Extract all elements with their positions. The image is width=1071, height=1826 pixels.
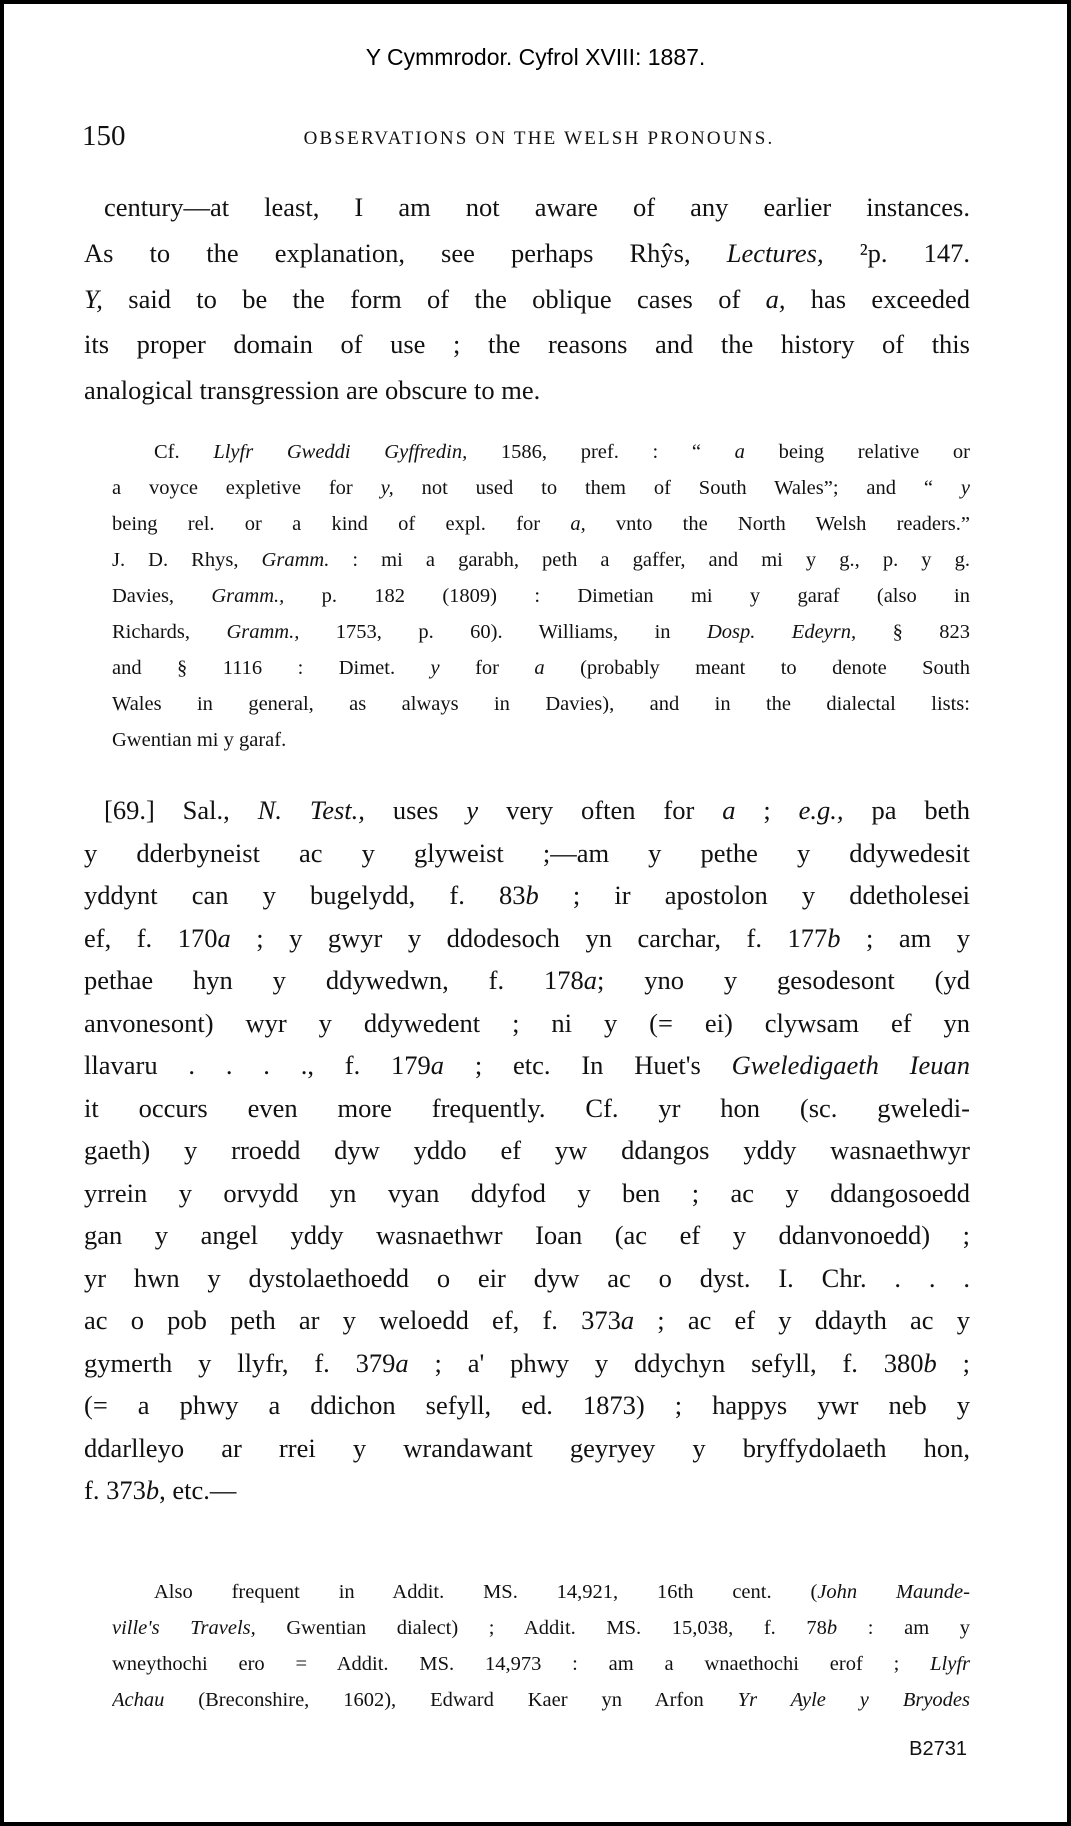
text-line [84,231,970,277]
text-line [112,434,970,470]
italic-text: a [722,795,736,825]
italic-text: Dosp. Edeyrn, [706,621,857,643]
text-line [112,1610,970,1646]
italic-text: b [923,1347,937,1378]
text-line [112,1682,970,1718]
italic-text: Gramm. [261,549,330,571]
text-segment: yrrein y orvydd yn vyan ddyfod y ben ; ac y ddangosoedd [84,1177,970,1208]
paragraph-1 [84,185,970,414]
text-segment: ; am y [840,922,970,953]
text-line [84,789,970,832]
italic-text: Lectures, [726,237,824,268]
text-segment: wneythochi ero = Addit. MS. 14,973 : am a wnaethochi erof ; [112,1653,931,1675]
text-segment: (Breconshire, 1602), Edward Kaer yn Arfon [164,1689,738,1711]
italic-text: y [960,477,970,499]
text-segment: not used to them of South Wales”; and “ [393,477,961,499]
italic-text: e.g., [798,795,844,825]
running-head: OBSERVATIONS ON THE WELSH PRONOUNS. [303,128,775,149]
text-segment: : mi a garabh, peth a gaffer, and mi y g., p. y g. [329,549,970,571]
text-line [84,1044,970,1087]
text-line [84,1087,970,1130]
italic-text: Gweledigaeth Ieuan [731,1050,970,1080]
footnote-2 [112,1574,970,1718]
italic-text: a [395,1347,409,1378]
italic-text: John Maunde- [817,1581,970,1603]
text-segment: pa beth [843,795,970,825]
text-segment: and § 1116 : Dimet. [112,657,431,679]
text-line [84,1002,970,1045]
text-segment: (= a phwy a ddichon sefyll, ed. 1873) ; happys ywr neb y [84,1390,970,1420]
text-line [112,542,970,578]
text-line [84,1172,970,1215]
italic-text: Gramm., [226,621,300,643]
text-segment: a voyce expletive for [112,477,381,499]
italic-text: a [534,657,545,679]
text-segment: ; [936,1347,970,1378]
text-line [84,368,970,414]
text-segment: yr hwn y dystolaethoedd o eir dyw ac o dyst. I. Chr. . . . [84,1262,970,1293]
italic-text: y, [380,477,394,499]
text-segment: ; a' phwy y ddychyn sefyll, f. 380 [408,1347,924,1378]
text-line [84,959,970,1002]
text-segment: century—at least, I am not aware of any earlier instances. [104,192,970,222]
journal-header: Y Cymmrodor. Cyfrol XVIII: 1887. [365,44,706,70]
italic-text: N. Test., [257,795,365,825]
text-line [84,1299,970,1342]
text-segment: analogical transgression are obscure to me. [84,375,541,406]
text-segment: gymerth y llyfr, f. 379 [84,1347,396,1378]
text-segment: gaeth) y rroedd dyw yddo ef yw ddangos yddy wasnaethwyr [84,1135,970,1165]
text-segment: ; ac ef y ddayth ac y [634,1305,970,1335]
text-segment: Richards, [112,621,227,643]
text-segment: Gwentian mi y garaf. [112,729,287,751]
text-line [84,832,970,875]
text-line [112,506,970,542]
italic-text: a [583,965,597,995]
italic-text: a [620,1305,635,1335]
text-line [84,1427,970,1470]
text-segment: gan y angel yddy wasnaethwr Ioan (ac ef y ddanvonoedd) ; [84,1220,970,1250]
text-line [84,1469,970,1512]
text-segment: § 823 [856,621,970,643]
text-segment: vnto the North Welsh readers.” [585,513,970,535]
text-line [84,1214,970,1257]
italic-text: Achau [112,1689,165,1711]
text-segment: , etc.— [159,1475,237,1505]
text-segment: yddynt can y bugelydd, f. 83 [84,880,526,910]
text-line [84,1342,970,1385]
text-line [84,1257,970,1300]
italic-text: Yr Ayle y Bryodes [737,1689,970,1711]
text-line [112,722,970,758]
text-line [84,917,970,960]
text-segment: ; etc. In Huet's [444,1050,732,1080]
footnote-1 [112,434,970,758]
italic-text: b [827,922,841,953]
text-segment: for [439,657,535,679]
italic-text: Gramm., [211,585,285,607]
text-segment: J. D. Rhys, [112,549,262,571]
text-segment: [69.] Sal., [104,795,258,825]
text-segment: ²p. 147. [823,237,970,268]
text-segment: ac o pob peth ar y weloedd ef, f. 373 [84,1305,621,1335]
italic-text: Llyfr Gweddi Gyffredin, [213,441,468,463]
text-segment: said to be the form of the oblique cases of [102,283,766,314]
italic-text: y [466,795,479,825]
text-segment: being relative or [744,441,970,463]
text-segment: ; [735,795,799,825]
text-line [84,1129,970,1172]
italic-text: a [430,1050,445,1080]
text-line [84,185,970,231]
italic-text: b [525,880,539,910]
text-line [84,277,970,323]
text-line [112,470,970,506]
text-segment: ; yno y gesodesont (yd [596,965,970,995]
italic-text: a [217,922,231,953]
italic-text: Llyfr [930,1653,970,1675]
text-line [84,1384,970,1427]
page-number: 150 [82,120,126,152]
italic-text: y [430,657,440,679]
italic-text: a, [570,513,586,535]
paragraph-69 [84,789,970,1512]
text-line [84,322,970,368]
italic-text: Y, [84,283,103,314]
text-segment: As to the explanation, see perhaps Rhŷs, [84,237,727,268]
text-line [112,578,970,614]
italic-text: a, [765,283,786,314]
text-segment: 1586, pref. : “ [467,441,735,463]
text-segment: 1753, p. 60). Williams, in [299,621,707,643]
text-segment: : am y [837,1617,970,1639]
text-segment: ; y gwyr y ddodesoch yn carchar, f. 177 [230,922,828,953]
italic-text: b [826,1617,838,1639]
text-segment: ; ir apostolon y ddetholesei [538,880,970,910]
text-segment: being rel. or a kind of expl. for [112,513,571,535]
document-code: B2731 [909,1738,967,1760]
text-segment: its proper domain of use ; the reasons and the history of this [84,329,970,360]
text-segment: (probably meant to denote South [544,657,970,679]
text-segment: anvonesont) wyr y ddywedent ; ni y (= ei) clywsam ef yn [84,1007,970,1038]
text-segment: Cf. [154,441,214,463]
text-segment: Davies, [112,585,212,607]
text-segment: f. 373 [84,1475,146,1505]
text-segment: Also frequent in Addit. MS. 14,921, 16th cent. ( [154,1581,818,1603]
text-line [84,874,970,917]
italic-text: b [145,1475,160,1505]
text-line [112,614,970,650]
text-segment: ef, f. 170 [84,922,218,953]
text-segment: y dderbyneist ac y glyweist ;—am y pethe y ddywedesit [84,837,970,868]
italic-text: a [734,441,745,463]
text-line [112,686,970,722]
text-segment: has exceeded [785,283,970,314]
text-segment: Wales in general, as always in Davies), and in the dialectal lists: [112,693,970,715]
text-segment: it occurs even more frequently. Cf. yr hon (sc. gweledi- [84,1092,970,1123]
text-segment: pethae hyn y ddywedwn, f. 178 [84,965,584,995]
text-line [112,1574,970,1610]
text-segment: very often for [478,795,723,825]
text-segment: Gwentian dialect) ; Addit. MS. 15,038, f. 78 [255,1617,827,1639]
text-line [112,650,970,686]
italic-text: ville's Travels, [112,1617,256,1639]
text-line [112,1646,970,1682]
text-segment: ddarlleyo ar rrei y wrandawant geyryey y bryffydolaeth hon, [84,1432,970,1463]
text-segment: uses [364,795,467,825]
text-segment: p. 182 (1809) : Dimetian mi y garaf (also in [284,585,970,607]
text-segment: llavaru . . . ., f. 179 [84,1050,431,1080]
